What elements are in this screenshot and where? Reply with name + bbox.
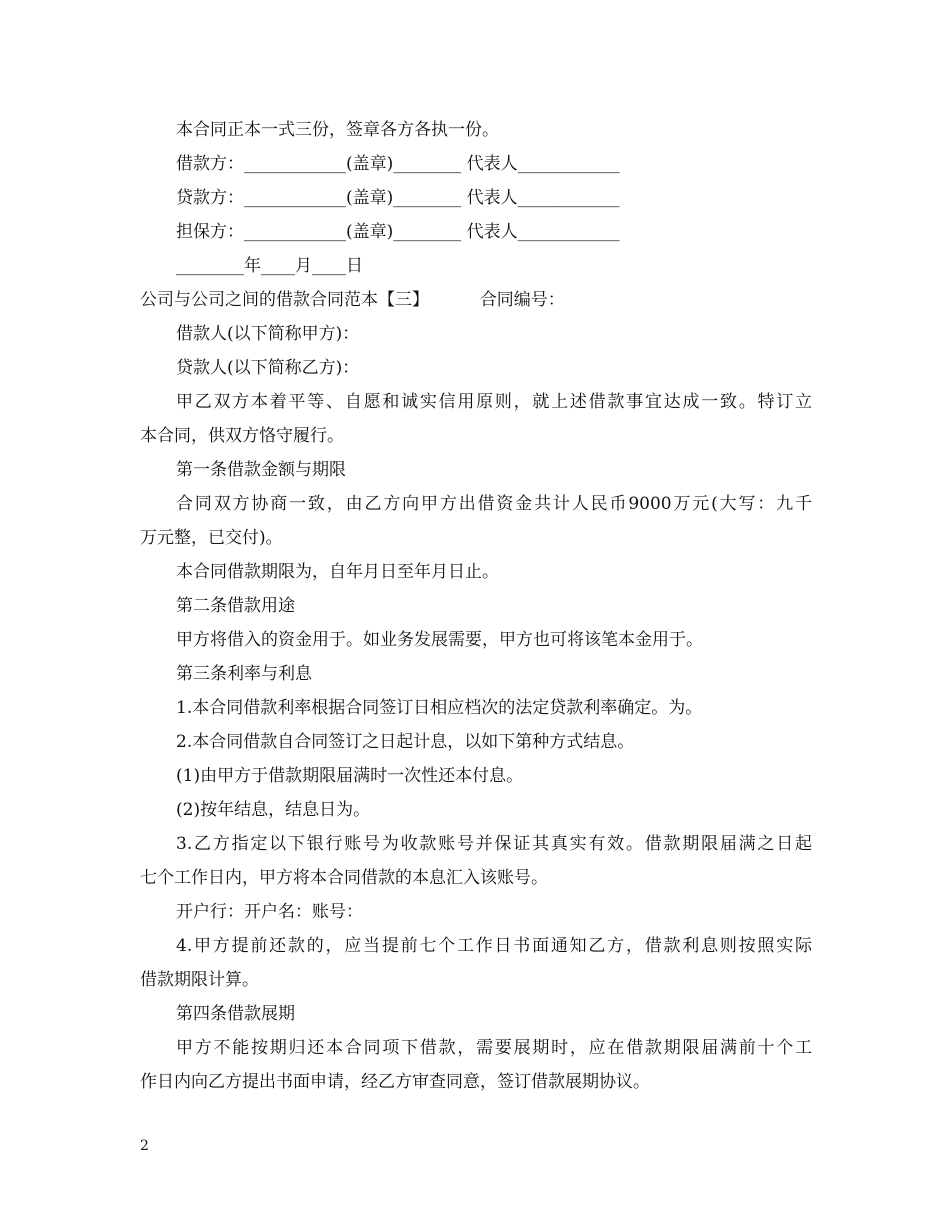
paragraph-line: 甲乙双方本着平等、自愿和诚实信用原则，就上述借款事宜达成一致。特订立 (176, 392, 812, 412)
signature-line-borrower: 借款方：____________(盖章)________ 代表人____________ (176, 154, 620, 174)
paragraph-line: 万元整，已交付)。 (140, 528, 283, 548)
paragraph-line: 甲方不能按期归还本合同项下借款，需要展期时，应在借款期限届满前十个工 (176, 1038, 812, 1058)
paragraph-line: 作日内向乙方提出书面申请，经乙方审查同意，签订借款展期协议。 (140, 1072, 650, 1092)
section-title-row (140, 283, 812, 317)
bank-account-fields: 开户行：开户名：账号： (176, 902, 363, 922)
list-item: (2)按年结息，结息日为。 (176, 800, 371, 820)
signature-line-lender: 贷款方：____________(盖章)________ 代表人____________ (176, 188, 620, 208)
paragraph-line: 甲方将借入的资金用于。如业务发展需要，甲方也可将该笔本金用于。 (176, 630, 703, 650)
list-item: 3.乙方指定以下银行账号为收款账号并保证其真实有效。借款期限届满之日起 (176, 834, 812, 854)
list-item: 1.本合同借款利率根据合同签订日相应档次的法定贷款利率确定。为。 (176, 698, 703, 718)
paragraph-line: 七个工作日内，甲方将本合同借款的本息汇入该账号。 (140, 868, 548, 888)
paragraph-line: 借款期限计算。 (140, 970, 259, 990)
paragraph-line: 本合同借款期限为，自年月日至年月日止。 (176, 562, 499, 582)
list-item: 2.本合同借款自合同签订之日起计息，以如下第种方式结息。 (176, 732, 635, 752)
contract-number-label: 合同编号： (479, 290, 565, 310)
article-heading: 第一条借款金额与期限 (176, 460, 346, 480)
paragraph-line: 本合同，供双方恪守履行。 (140, 426, 344, 446)
borrower-field: 借款人(以下简称甲方)： (176, 324, 360, 344)
lender-field: 贷款人(以下简称乙方)： (176, 358, 360, 378)
list-item: (1)由甲方于借款期限届满时一次性还本付息。 (176, 766, 524, 786)
paragraph-copies: 本合同正本一式三份，签章各方各执一份。 (176, 120, 499, 140)
article-heading: 第四条借款展期 (176, 1004, 295, 1024)
paragraph-line: 合同双方协商一致，由乙方向甲方出借资金共计人民币9000万元(大写：九千 (176, 494, 812, 514)
article-heading: 第二条借款用途 (176, 596, 295, 616)
date-line: ________年____月____日 (176, 256, 363, 276)
page-number: 2 (140, 1138, 149, 1154)
signature-line-guarantor: 担保方：____________(盖章)________ 代表人____________ (176, 222, 620, 242)
list-item: 4.甲方提前还款的，应当提前七个工作日书面通知乙方，借款利息则按照实际 (176, 936, 812, 956)
article-heading: 第三条利率与利息 (176, 664, 312, 684)
section-title: 公司与公司之间的借款合同范本【三】 (140, 290, 429, 310)
